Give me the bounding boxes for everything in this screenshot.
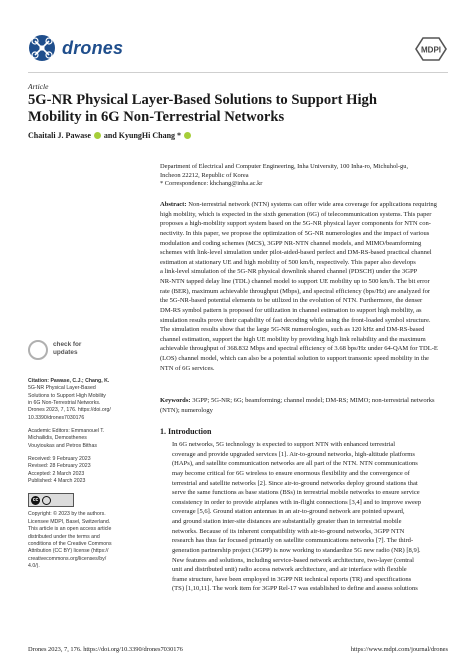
abstract-line: schemes with link-level simulation under pilot-aided-based perfect and DM-RS-based practical channel	[160, 249, 432, 257]
abstract-line: rate (BER), maximum achievable throughput (Mbps), and spectral efficiency (bps/Hz) are analyzed for	[160, 287, 431, 295]
body-line: (HAPs), and satellite communication networks are all part of the NTN. NTN communications	[172, 460, 418, 468]
abstract-line: NR-NTN tapped delay line (TDL) channel model to support UE mobility up to 500 km/h. The bit error	[160, 278, 430, 285]
abstract-line: Abstract: Non-terrestrial network (NTN) systems can offer wide area coverage for applications requiring	[160, 201, 437, 208]
copyright-line: distributed under the terms and	[28, 533, 100, 540]
body-line: New features and solutions, including service-based network architecture, two-layer (central	[172, 556, 414, 564]
abstract-line: modulation and coding schemes (MCS), 3GPP NR-NTN channel models, and MIMO/beamforming	[160, 239, 422, 247]
body-line: may become critical for 6G wireless to ensure enormous flexibility and the convergence of	[172, 469, 410, 477]
abstract-line-label: Abstract:	[160, 201, 189, 208]
abstract-line: the 5G-NR-based potential elements to be utilized in the evolution of NTN. Furthermore, the denser	[160, 297, 423, 305]
date-line: Revised: 28 February 2023	[28, 463, 91, 470]
body-line: unit and distributed unit) radio access network architecture, and air interface with flexible	[172, 566, 407, 574]
title-line: 5G-NR Physical Layer-Based Solutions to Support High	[28, 92, 377, 108]
author-name[interactable]: Chaitali J. Pawase	[28, 131, 91, 140]
author-list	[28, 131, 192, 140]
title-line: Mobility in 6G Non-Terrestrial Networks	[28, 109, 285, 125]
abstract-line: achievable throughput of 368.832 Mbps and spectral efficiency of 3.68 bps/Hz under 64-QAM for TDL-E	[160, 345, 438, 353]
introduction-body	[160, 440, 449, 594]
body-line: terrestrial and satellite networks [2]. Since air-to-ground networks deploy ground stations that	[172, 479, 418, 487]
abstract-line: estimation at stationary UE and high mobility of 500 km/h, respectively. This paper also develops	[160, 258, 416, 266]
attribution-icon	[42, 496, 51, 505]
keywords-text: (NTN); numerology	[160, 406, 213, 414]
author-separator: and	[101, 131, 119, 140]
correspondence-line[interactable]: * Correspondence: khchang@inha.ac.kr	[160, 180, 263, 188]
citation-line: 5G-NR Physical Layer-Based	[28, 385, 96, 392]
body-line: (TS) [1,10,11]. The work item for 3GPP Rel-17 was established to define and assess solutions	[172, 585, 418, 593]
copyright-line[interactable]: 4.0/).	[28, 562, 40, 569]
keywords	[160, 396, 449, 415]
body-line: and ground station inter-site distances are substantially greater than in terrestrial mobile	[172, 518, 402, 525]
keywords-label: Keywords:	[160, 397, 191, 404]
journal-name[interactable]: drones	[62, 38, 124, 58]
editor-line: Vouyioukas and Petros Bithas	[28, 442, 97, 449]
body-line: serve the same functions as base stations (BSs) in terrestrial mobile networks to ensure service	[172, 489, 420, 497]
academic-editors	[28, 428, 126, 450]
check-updates-label: updates	[53, 348, 78, 356]
abstract-line: nectivity. In this paper, we propose the optimization of 5G-NR numerologies and the impact of various	[160, 229, 430, 237]
copyright-line[interactable]: Attribution (CC BY) license (https://	[28, 548, 109, 555]
copyright-line: conditions of the Creative Commons	[28, 540, 112, 547]
date-line: Accepted: 2 March 2023	[28, 470, 85, 477]
orcid-icon[interactable]	[184, 132, 191, 139]
copyright-line: Licensee MDPI, Basel, Switzerland.	[28, 518, 111, 525]
body-line: frame structure, have been employed in 3GPP NR technical reports (TR) and specifications	[172, 575, 412, 583]
citation-sidebar	[28, 378, 126, 570]
abstract-line: high mobility, which is expected in the sixth generation (6G) of telecommunication systems. This paper	[160, 210, 432, 218]
mdpi-logo-text: MDPI	[421, 45, 441, 55]
article-title	[28, 92, 448, 126]
cc-icon: cc	[31, 496, 40, 505]
copyright-line: Copyright: © 2023 by the authors.	[28, 511, 106, 518]
copyright-line[interactable]: creativecommons.org/licenses/by/	[28, 555, 107, 562]
body-line: consistency in order to provide airplanes with in-flight connections [3,4] and to improve sweep	[172, 498, 422, 506]
copyright-block	[28, 511, 126, 570]
header-divider	[28, 72, 448, 73]
editor-line: Academic Editors: Emmanouel T.	[28, 428, 105, 435]
copyright-line: This article is an open access article	[28, 526, 112, 533]
citation-line: in 6G Non-Terrestrial Networks.	[28, 400, 101, 407]
abstract-line: The simulation results show that the large 5G-NR numerologies, such as 120 kHz and DM-RS-based	[160, 326, 425, 334]
abstract-line: simulation results prove their capability of fast decoding while using the front-loaded symbol structure.	[160, 316, 431, 324]
date-line: Published: 4 March 2023	[28, 478, 86, 485]
article-type: Article	[28, 82, 49, 91]
citation-line[interactable]: 10.3390/drones7030176	[28, 414, 85, 421]
body-line: coverage [5,6]. Ground station antennas in an air-to-ground network are pointed upward,	[172, 508, 405, 516]
affiliation	[160, 163, 450, 189]
abstract-line: a link-level simulation of the 5G-NR physical downlink shared channel (PDSCH) under the 3GPP	[160, 268, 418, 276]
body-line: generation partnership project (3GPP) is now working to standardize 5G new radio (NR) [8,9].	[172, 546, 421, 554]
check-for-updates-button[interactable]	[28, 338, 98, 364]
affiliation-line: Incheon 22212, Republic of Korea	[160, 171, 249, 179]
footer-citation[interactable]: Drones 2023, 7, 176. https://doi.org/10.3390/drones7030176	[28, 646, 183, 653]
abstract-line: proposes a high-mobility support system based on the 5G-NR physical layer components for NTN con-	[160, 220, 431, 228]
editor-line: Michailidis, Demosthenes	[28, 435, 87, 442]
drone-icon	[28, 34, 56, 62]
body-line: coverage and provide upgraded services [1]. Air-to-ground networks, high-altitude platforms	[172, 450, 415, 458]
publication-dates	[28, 456, 126, 485]
keywords-text: 3GPP; 5G-NR; 6G; beamforming; channel model; DM-RS; MIMO; non-terrestrial networks	[192, 397, 435, 404]
check-updates-label: check for	[53, 341, 82, 348]
citation-line: Solutions to Support High Mobility	[28, 392, 106, 399]
section-heading: 1. Introduction	[160, 427, 212, 436]
date-line: Received: 9 February 2023	[28, 456, 91, 463]
orcid-icon[interactable]	[94, 132, 101, 139]
mdpi-logo[interactable]	[414, 36, 448, 62]
body-line: research has thus far focused primarily on satellite communications networks [7]. The third-	[172, 537, 414, 545]
abstract-line: DM-RS symbol pattern is proposed for utilization in channel estimation to support high mobility, as	[160, 306, 422, 314]
citation-line: Citation: Pawase, C.J.; Chang, K.	[28, 378, 110, 384]
abstract-line: channel estimation, support the high UE mobility by providing high link reliability and the maximum	[160, 335, 426, 343]
abstract-line: NTN of 6G services.	[160, 364, 215, 372]
check-updates-icon	[28, 340, 48, 360]
footer-journal-url[interactable]: https://www.mdpi.com/journal/drones	[350, 646, 448, 653]
citation-block	[28, 378, 126, 422]
abstract-line: (LOS) channel model, which can also be a potential solution to support transonic speed mobility in the	[160, 355, 429, 362]
citation-line[interactable]: Drones 2023, 7, 176. https://doi.org/	[28, 407, 111, 414]
author-name[interactable]: KyungHi Chang *	[118, 131, 182, 140]
body-line: networks. Because of its inherent compatibility with air-to-ground networks, 3GPP NTN	[172, 527, 405, 535]
affiliation-line: Department of Electrical and Computer Engineering, Inha University, 100 Inha-ro, Michuhol-gu,	[160, 163, 409, 170]
cc-by-license-badge[interactable]	[28, 493, 74, 507]
abstract	[160, 200, 449, 373]
body-line: In 6G networks, 5G technology is expected to support NTN with enhanced terrestrial	[172, 441, 396, 448]
journal-header	[28, 34, 448, 66]
